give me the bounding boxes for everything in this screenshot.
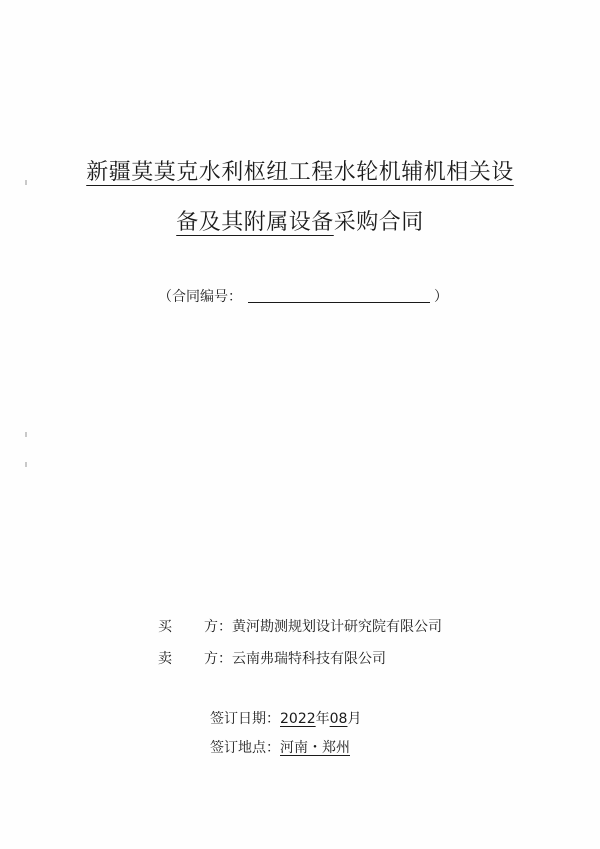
contract-number-blank xyxy=(248,288,430,303)
contract-number-line xyxy=(158,286,448,306)
contract-title-line-1 xyxy=(0,155,600,186)
buyer-label-char: 买 xyxy=(158,619,172,635)
seller-label-suffix: 方： xyxy=(204,651,232,667)
seller-line xyxy=(158,648,386,668)
signing-place-line xyxy=(210,737,350,757)
title-text-line-2-rest: 采购合同 xyxy=(333,210,424,235)
contract-number-label: （合同编号： xyxy=(158,289,242,305)
signing-date-month: 08 xyxy=(329,711,348,727)
title-text-line-2-underlined: 备及其附属设备 xyxy=(176,210,334,235)
scan-mark xyxy=(25,432,27,437)
signing-date-year-unit: 年 xyxy=(315,711,330,727)
title-text-line-1: 新疆莫莫克水利枢纽工程水轮机辅机相关设 xyxy=(86,160,514,185)
signing-date-label: 签订日期： xyxy=(210,711,280,727)
buyer-name: 黄河勘测规划设计研究院有限公司 xyxy=(232,619,442,635)
buyer-line xyxy=(158,616,442,636)
seller-label-char: 卖 xyxy=(158,651,172,667)
contract-number-close: ） xyxy=(434,289,448,305)
scan-mark xyxy=(25,462,27,467)
buyer-label-suffix: 方： xyxy=(204,619,232,635)
seller-name: 云南弗瑞特科技有限公司 xyxy=(232,651,386,667)
contract-title-line-2 xyxy=(0,205,600,236)
signing-date-year: 2022 xyxy=(280,711,316,727)
signing-place-value: 河南・郑州 xyxy=(280,740,350,756)
signing-place-label: 签订地点： xyxy=(210,740,280,756)
signing-date-month-unit: 月 xyxy=(347,711,362,727)
signing-date-line xyxy=(210,708,361,728)
